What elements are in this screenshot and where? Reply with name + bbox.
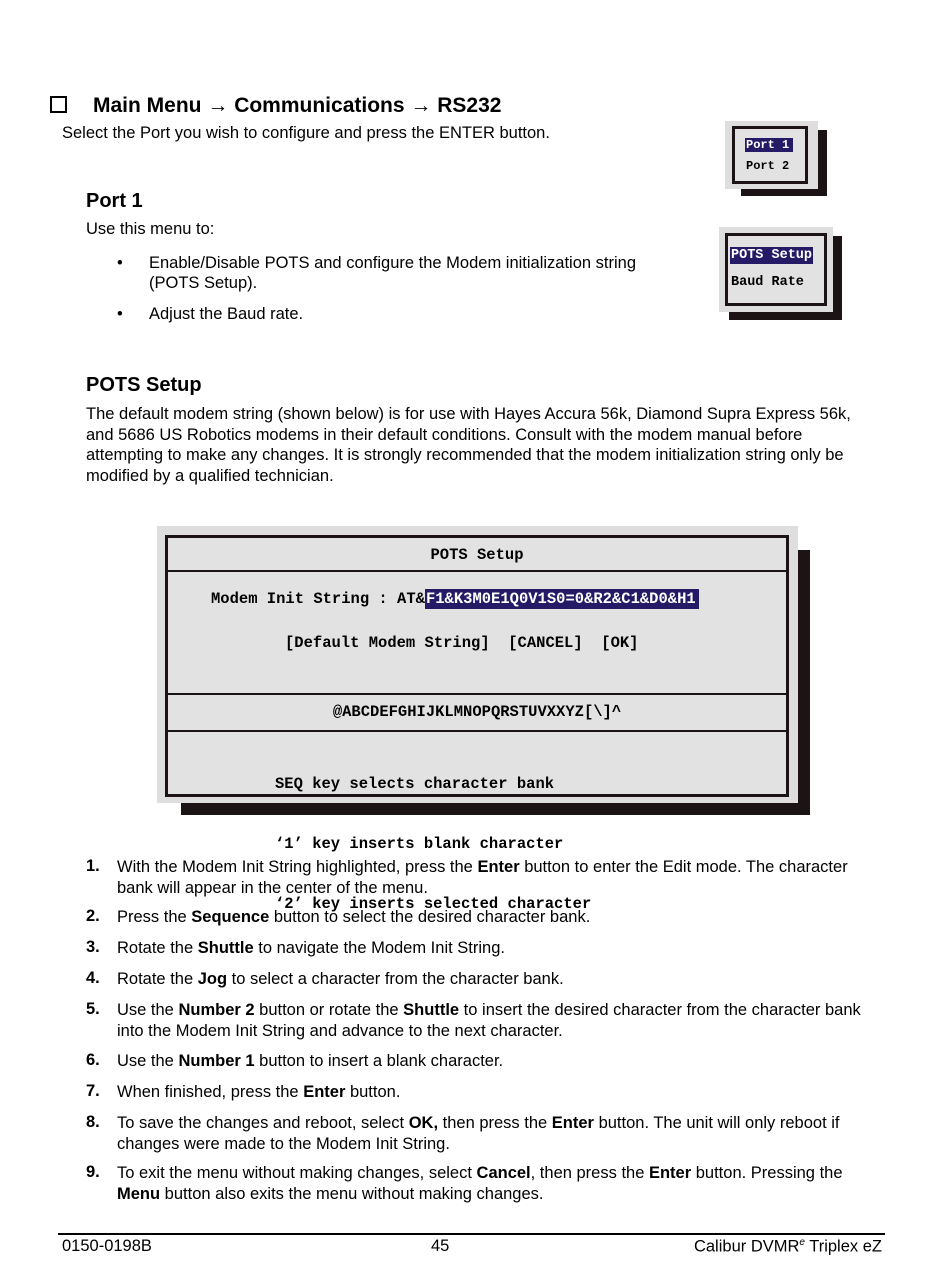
step-keyword: Enter	[551, 1114, 594, 1132]
step-keyword: OK,	[408, 1114, 439, 1132]
step-text-run: To exit the menu without making changes, select	[117, 1164, 477, 1182]
dialog-title: POTS Setup	[430, 546, 524, 564]
step-text-run: Rotate the	[117, 970, 198, 988]
step-number: 9.	[86, 1163, 100, 1181]
step-text-run: Use the	[117, 1001, 179, 1019]
step-text-run: button to enter the Edit mode. The character bank will appear in the center of the menu.	[117, 858, 848, 897]
step-text	[117, 1082, 887, 1103]
step-text-run: button also exits the menu without making changes.	[160, 1184, 544, 1203]
default-modem-string-button[interactable]: [Default Modem String]	[285, 634, 490, 652]
bullet-text: Enable/Disable POTS and configure the Modem initialization string (POTS Setup).	[149, 254, 637, 292]
step-text-run: With the Modem Init String highlighted, press the	[117, 858, 478, 876]
footer-product-name: Calibur DVMR	[693, 1237, 800, 1256]
section-intro: Select the Port you wish to configure and press the ENTER button.	[62, 124, 550, 142]
footer-product-superscript: e	[799, 1237, 805, 1248]
step-number: 5.	[86, 1000, 100, 1018]
step-keyword: Enter	[477, 858, 520, 876]
step-keyword: Shuttle	[197, 939, 254, 957]
port1-menu-item-pots-setup[interactable]: POTS Setup	[731, 248, 813, 263]
bullet-icon: •	[117, 305, 123, 323]
step-text-run: When finished, press the	[117, 1083, 304, 1101]
port-menu-item-port2[interactable]: Port 2	[746, 159, 790, 173]
bullet-item	[117, 253, 637, 293]
step-text-run: button. The unit will only reboot if changes were made to the Modem Init String.	[117, 1114, 840, 1153]
section-heading	[50, 94, 501, 118]
heading-main: Main Menu	[93, 94, 202, 117]
step-text-run: button to insert a blank character.	[254, 1052, 504, 1070]
step-text-run: to navigate the Modem Init String.	[253, 939, 505, 957]
step-keyword: Sequence	[191, 908, 270, 926]
step-text	[117, 1163, 887, 1204]
port-menu-item-port1[interactable]: Port 1	[745, 138, 793, 152]
help-line: ‘2’ key inserts selected character	[275, 895, 592, 913]
port-menu-box	[732, 126, 808, 184]
footer-product	[694, 1237, 882, 1257]
step-keyword: Jog	[197, 970, 228, 988]
port1-intro: Use this menu to:	[86, 220, 215, 238]
step-text-run: Use the	[117, 1052, 179, 1070]
step-text	[117, 1051, 887, 1072]
step-text-run: button.	[345, 1083, 401, 1101]
modem-init-label: Modem Init String : AT&	[211, 590, 425, 608]
help-line: SEQ key selects character bank	[275, 775, 555, 793]
step-text-run: button. Pressing the	[691, 1164, 843, 1182]
step-text-run: To save the changes and reboot, select	[117, 1114, 409, 1132]
bullet-icon: •	[117, 254, 123, 272]
character-bank[interactable]: @ABCDEFGHIJKLMNOPQRSTUVXXYZ[\]^	[332, 703, 622, 721]
step-keyword: Menu	[117, 1184, 161, 1203]
pots-paragraph: The default modem string (shown below) is for use with Hayes Accura 56k, Diamond Supra Express 56k, and 5686 US Robotics modems in their default conditions. Consult with the modem manual before attempting to make any changes. It is strongly recommended that the modem initialization string only be modified by a qualified technician.	[86, 405, 851, 485]
step-text	[117, 938, 887, 959]
heading-communications: Communications	[234, 94, 405, 117]
dialog-divider	[168, 730, 786, 732]
port1-heading: Port 1	[86, 190, 143, 212]
ok-button[interactable]: [OK]	[601, 634, 639, 652]
footer-rule	[58, 1233, 885, 1235]
step-text	[117, 969, 887, 990]
footer-doc-number: 0150-0198B	[62, 1237, 152, 1255]
port1-menu-item-baud-rate[interactable]: Baud Rate	[731, 275, 804, 290]
bullet-item	[117, 304, 637, 324]
step-text	[117, 1113, 887, 1154]
help-line: ‘1’ key inserts blank character	[275, 835, 564, 853]
step-text-run: button or rotate the	[254, 1001, 404, 1019]
step-number: 2.	[86, 907, 100, 925]
bullet-text: Adjust the Baud rate.	[149, 305, 304, 323]
checkbox-bullet-icon	[50, 96, 67, 113]
heading-rs232: RS232	[437, 94, 502, 117]
pots-heading: POTS Setup	[86, 374, 202, 396]
step-keyword: Number 1	[178, 1052, 255, 1070]
step-keyword: Cancel	[476, 1164, 531, 1182]
step-keyword: Enter	[303, 1083, 346, 1101]
arrow-icon: →	[410, 94, 432, 117]
step-number: 3.	[86, 938, 100, 956]
footer-product-suffix: Triplex eZ	[804, 1237, 882, 1256]
arrow-icon: →	[207, 94, 229, 117]
step-text-run: , then press the	[530, 1164, 649, 1182]
step-text-run: to select a character from the character bank.	[227, 970, 564, 988]
step-text	[117, 1000, 887, 1041]
step-text	[117, 857, 887, 898]
modem-init-string-row[interactable]	[211, 590, 699, 608]
step-number: 8.	[86, 1113, 100, 1131]
step-text-run: Press the	[117, 908, 192, 926]
step-keyword: Enter	[648, 1164, 692, 1182]
step-text-run: then press the	[438, 1114, 552, 1132]
dialog-divider	[168, 693, 786, 695]
port1-menu-box	[725, 233, 827, 306]
step-text-run: Rotate the	[117, 939, 198, 957]
dialog-divider	[168, 570, 786, 572]
step-text-run: button to select the desired character bank.	[269, 908, 591, 926]
step-number: 6.	[86, 1051, 100, 1069]
footer-page-number: 45	[431, 1237, 450, 1255]
step-keyword: Number 2	[178, 1001, 255, 1019]
step-number: 4.	[86, 969, 100, 987]
step-number: 7.	[86, 1082, 100, 1100]
step-text-run: to insert the desired character from the character bank into the Modem Init String and advance to the next character.	[117, 1001, 861, 1040]
step-text	[117, 907, 887, 928]
modem-init-value[interactable]: F1&K3M0E1Q0V1S0=0&R2&C1&D0&H1	[425, 589, 699, 609]
cancel-button[interactable]: [CANCEL]	[508, 634, 583, 652]
dialog-buttons	[285, 634, 639, 652]
step-number: 1.	[86, 857, 100, 875]
step-keyword: Shuttle	[403, 1001, 460, 1019]
